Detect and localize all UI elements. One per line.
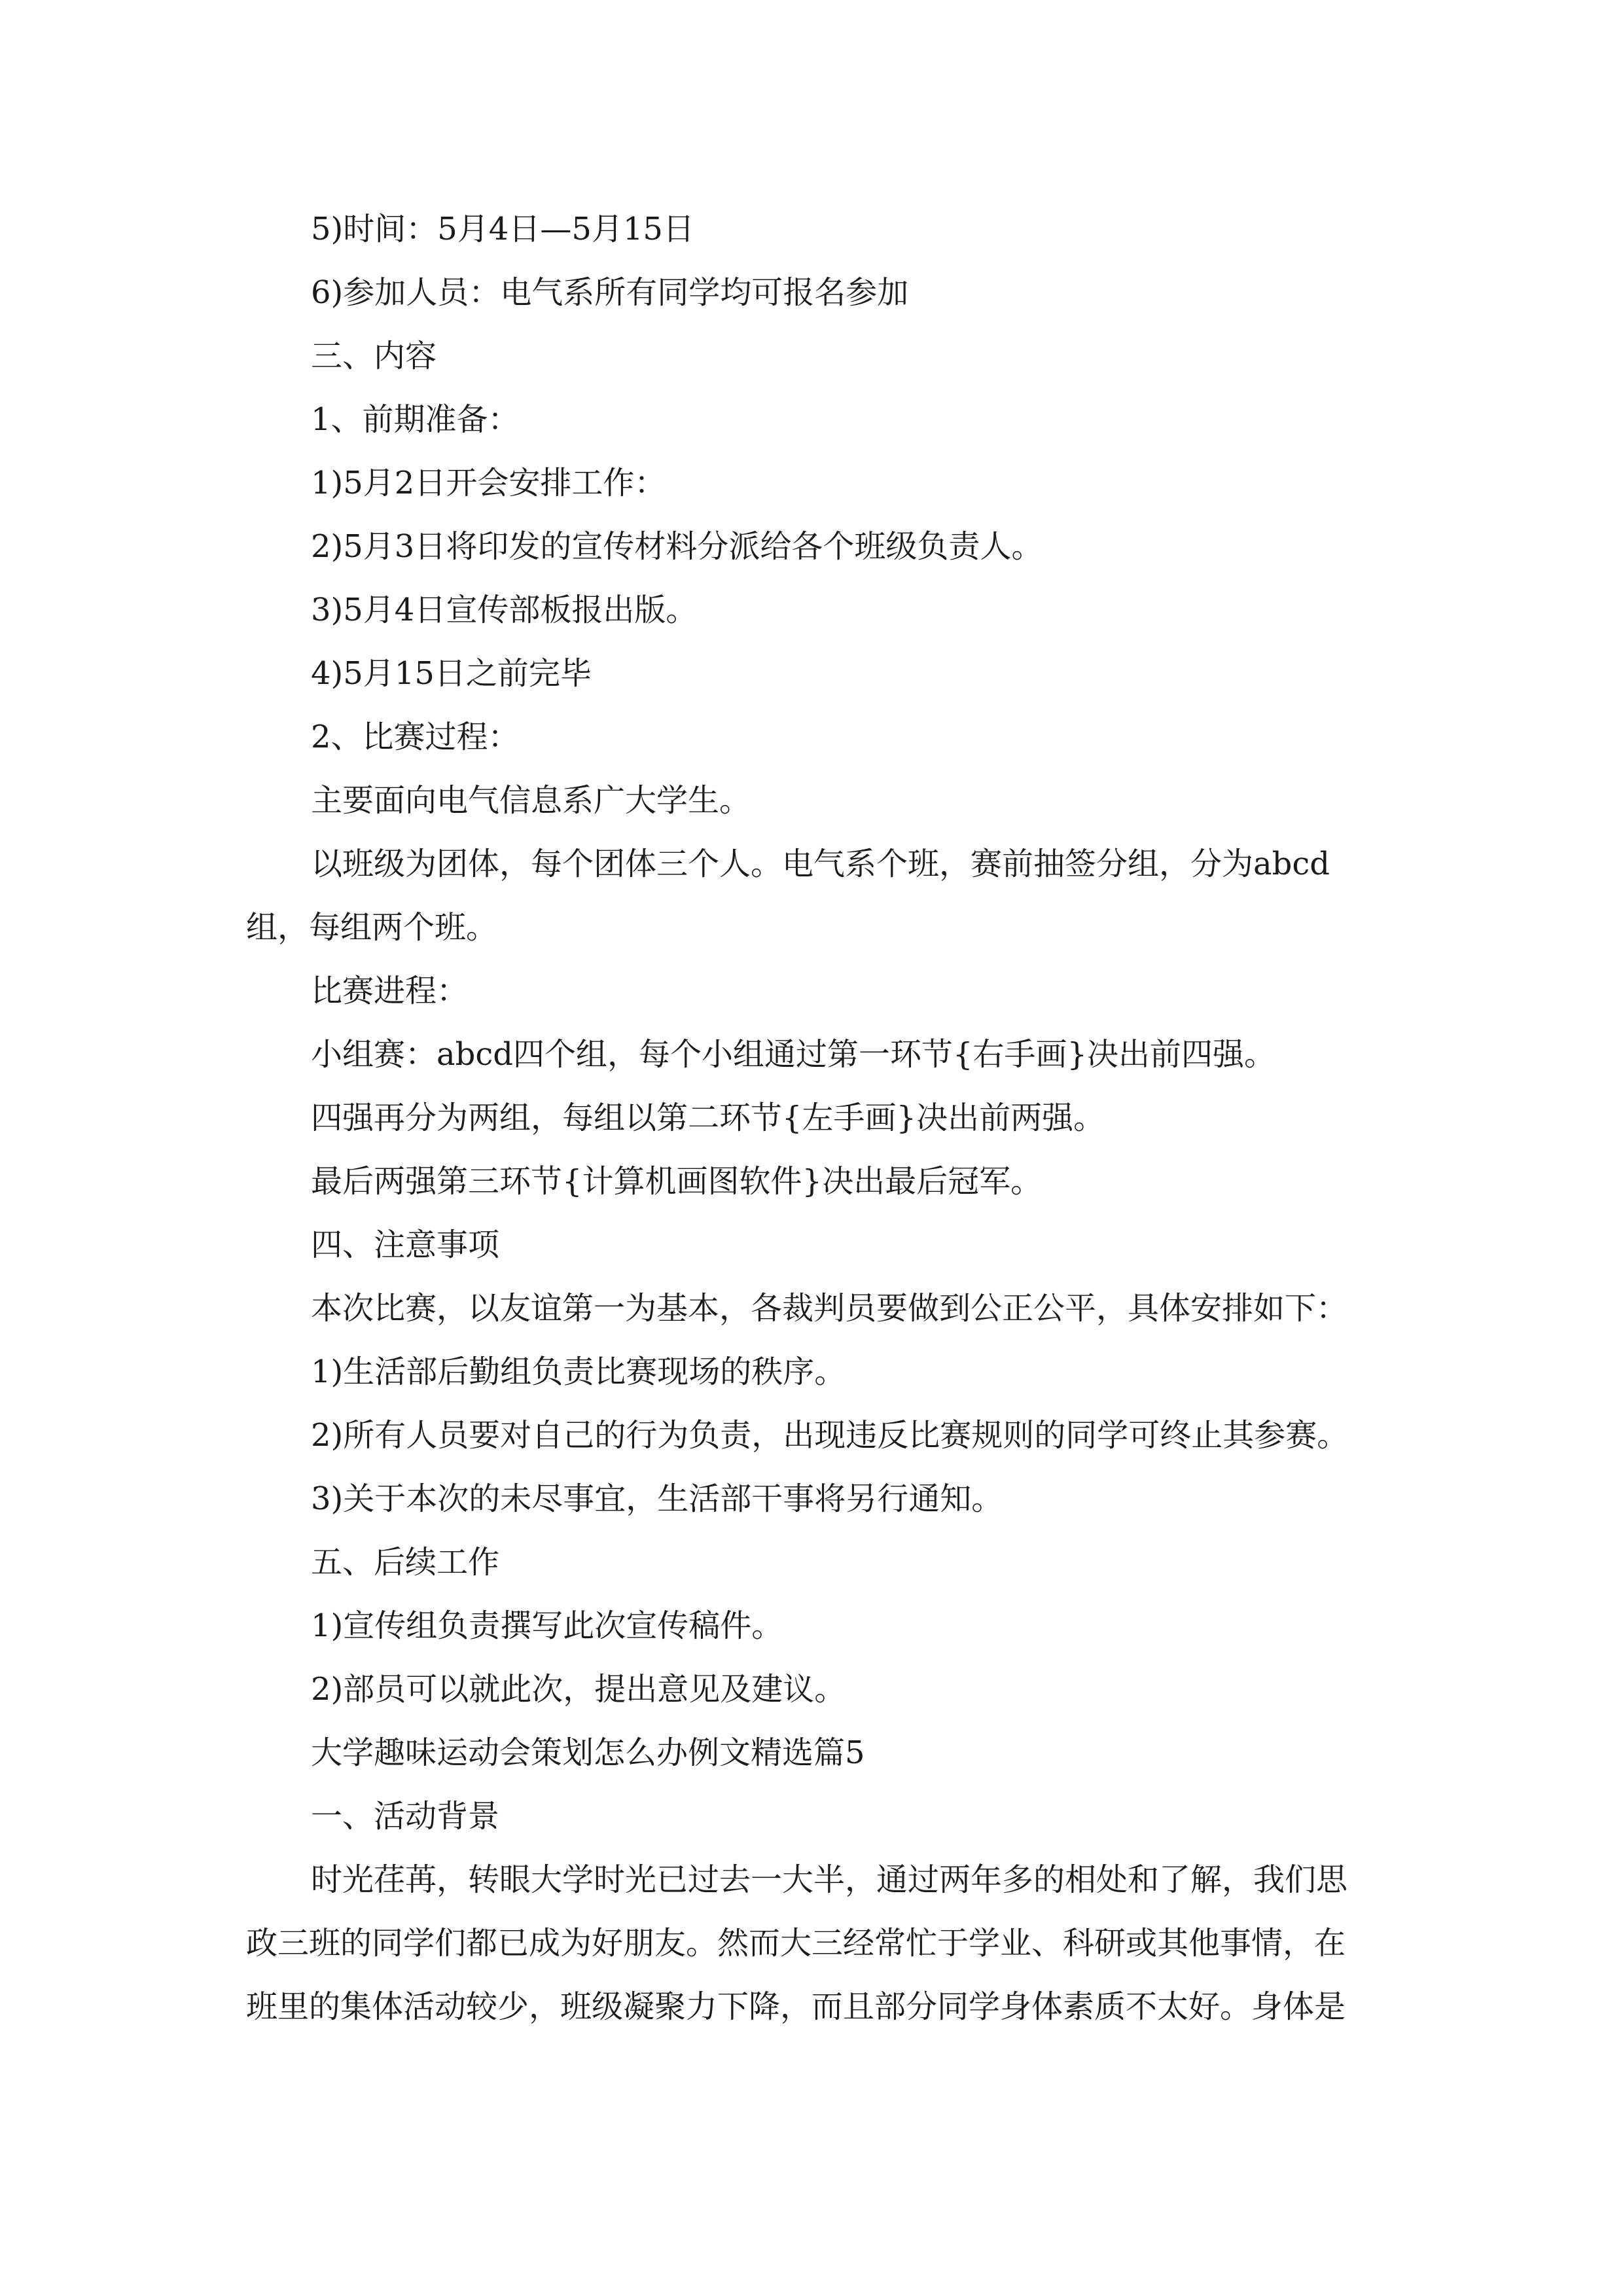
list-item: 2)所有人员要对自己的行为负责，出现违反比赛规则的同学可终止其参赛。 [311, 1417, 1349, 1454]
list-item: 2)5月3日将印发的宣传材料分派给各个班级负责人。 [311, 528, 1043, 565]
section-heading-content: 三、内容 [311, 338, 437, 374]
list-item: 3)5月4日宣传部板报出版。 [311, 592, 698, 628]
list-item: 3)关于本次的未尽事宜，生活部干事将另行通知。 [311, 1480, 1003, 1517]
paragraph-line: 组，每组两个班。 [246, 909, 498, 946]
paragraph-line: 班里的集体活动较少，班级凝聚力下降，而且部分同学身体素质不太好。身体是 [246, 1988, 1346, 2025]
subheading-process: 2、比赛过程： [311, 719, 520, 755]
paragraph-line: 本次比赛，以友谊第一为基本，各裁判员要做到公正公平，具体安排如下： [311, 1290, 1348, 1327]
paragraph-line: 小组赛：abcd四个组，每个小组通过第一环节{右手画}决出前四强。 [311, 1036, 1276, 1073]
section-heading-followup: 五、后续工作 [311, 1544, 500, 1581]
list-item: 2)部员可以就此次，提出意见及建议。 [311, 1671, 846, 1708]
subheading-progress: 比赛进程： [311, 973, 469, 1009]
paragraph-line: 时光荏苒，转眼大学时光已过去一大半，通过两年多的相处和了解，我们思 [311, 1861, 1348, 1898]
section-heading-background: 一、活动背景 [311, 1798, 500, 1835]
section-heading-notes: 四、注意事项 [311, 1227, 500, 1263]
list-item: 1)宣传组负责撰写此次宣传稿件。 [311, 1607, 783, 1644]
list-item: 1)5月2日开会安排工作： [311, 465, 666, 501]
paragraph-line: 政三班的同学们都已成为好朋友。然而大三经常忙于学业、科研或其他事情，在 [246, 1925, 1346, 1962]
list-item: 4)5月15日之前完毕 [311, 655, 592, 692]
subheading-preparation: 1、前期准备： [311, 401, 520, 438]
paragraph-line: 最后两强第三环节{计算机画图软件}决出最后冠军。 [311, 1163, 1043, 1200]
list-item: 1)生活部后勤组负责比赛现场的秩序。 [311, 1354, 846, 1390]
participants-line: 6)参加人员：电气系所有同学均可报名参加 [311, 274, 909, 311]
paragraph-line: 四强再分为两组，每组以第二环节{左手画}决出前两强。 [311, 1100, 1105, 1136]
paragraph-line: 主要面向电气信息系广大学生。 [311, 782, 751, 819]
time-line: 5)时间：5月4日—5月15日 [311, 211, 694, 247]
article-title: 大学趣味运动会策划怎么办例文精选篇5 [311, 1734, 865, 1771]
paragraph-line: 以班级为团体，每个团体三个人。电气系个班，赛前抽签分组，分为abcd [311, 846, 1330, 882]
